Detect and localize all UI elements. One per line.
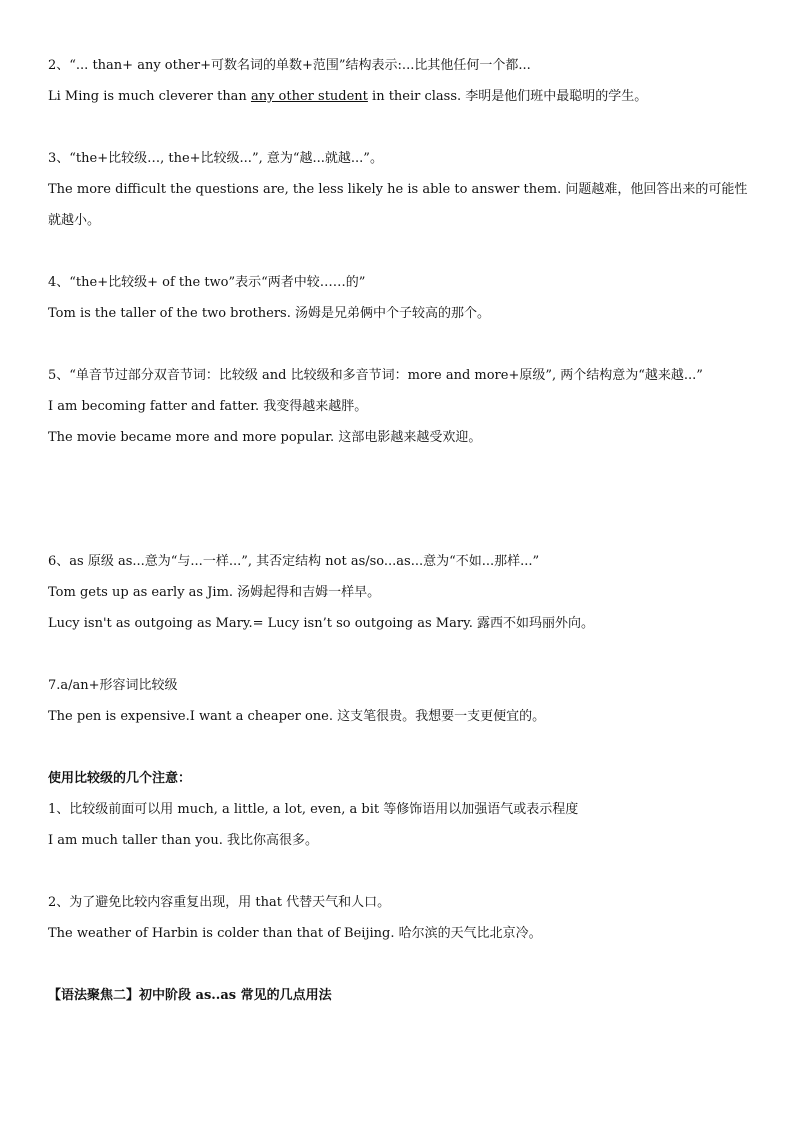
section-7-example: The pen is expensive.I want a cheaper one. 这支笔很贵。我想要一支更便宜的。: [48, 709, 546, 724]
note-2-title: 2、为了避免比较内容重复出现，用 that 代替天气和人口。: [48, 895, 391, 910]
spacer: [48, 329, 758, 360]
spacer: [48, 856, 758, 887]
section-2-example-post: in their class. 李明是他们班中最聪明的学生。: [367, 89, 648, 104]
section-7-title: 7.a/an+形容词比较级: [48, 678, 178, 693]
spacer: [48, 639, 758, 670]
spacer: [48, 732, 758, 763]
notes-heading: 使用比较级的几个注意：: [48, 771, 192, 786]
section-2-example: [48, 81, 758, 112]
note-1-title: 1、比较级前面可以用 much, a little, a lot, even, a bit 等修饰语用以加强语气或表示程度: [48, 802, 579, 817]
section-5-example-1: I am becoming fatter and fatter. 我变得越来越胖。: [48, 399, 368, 414]
spacer: [48, 236, 758, 267]
section-6-example-1: Tom gets up as early as Jim. 汤姆起得和吉姆一样早。: [48, 585, 381, 600]
section-3-title: 3、“the+比较级…, the+比较级...”, 意为“越...就越...”。: [48, 151, 383, 166]
section-3-example: The more difficult the questions are, the less likely he is able to answer them. 问题越难，他回答出来的可能性就越小。: [48, 182, 748, 228]
section-2-example-underline: any other student: [250, 89, 368, 104]
section-6-title: 6、as 原级 as...意为“与...一样...”, 其否定结构 not as/so...as...意为“不如...那样...”: [48, 554, 540, 569]
section-6-example-2: Lucy isn't as outgoing as Mary.= Lucy isn’t so outgoing as Mary. 露西不如玛丽外向。: [48, 616, 594, 631]
note-2-example: The weather of Harbin is colder than that of Beijing. 哈尔滨的天气比北京冷。: [48, 926, 542, 941]
section-2-title: 2、“... than+ any other+可数名词的单数+范围”结构表示:...比其他任何一个都...: [48, 58, 531, 73]
note-1-example: I am much taller than you. 我比你高很多。: [48, 833, 318, 848]
spacer: [48, 949, 758, 980]
section-4-example: Tom is the taller of the two brothers. 汤姆是兄弟俩中个子较高的那个。: [48, 306, 490, 321]
section-5-title: 5、“单音节过部分双音节词：比较级 and 比较级和多音节词：more and more+原级”, 两个结构意为“越来越...”: [48, 368, 703, 383]
focus-2-heading: 【语法聚焦二】初中阶段 as..as 常见的几点用法: [48, 988, 332, 1003]
spacer: [48, 112, 758, 143]
section-2-example-pre: Li Ming is much cleverer than: [48, 89, 251, 104]
section-5-example-2: The movie became more and more popular. 这部电影越来越受欢迎。: [48, 430, 482, 445]
section-4-title: 4、“the+比较级+ of the two”表示“两者中较……的”: [48, 275, 366, 290]
document-page: [48, 50, 758, 1011]
spacer: [48, 453, 758, 546]
